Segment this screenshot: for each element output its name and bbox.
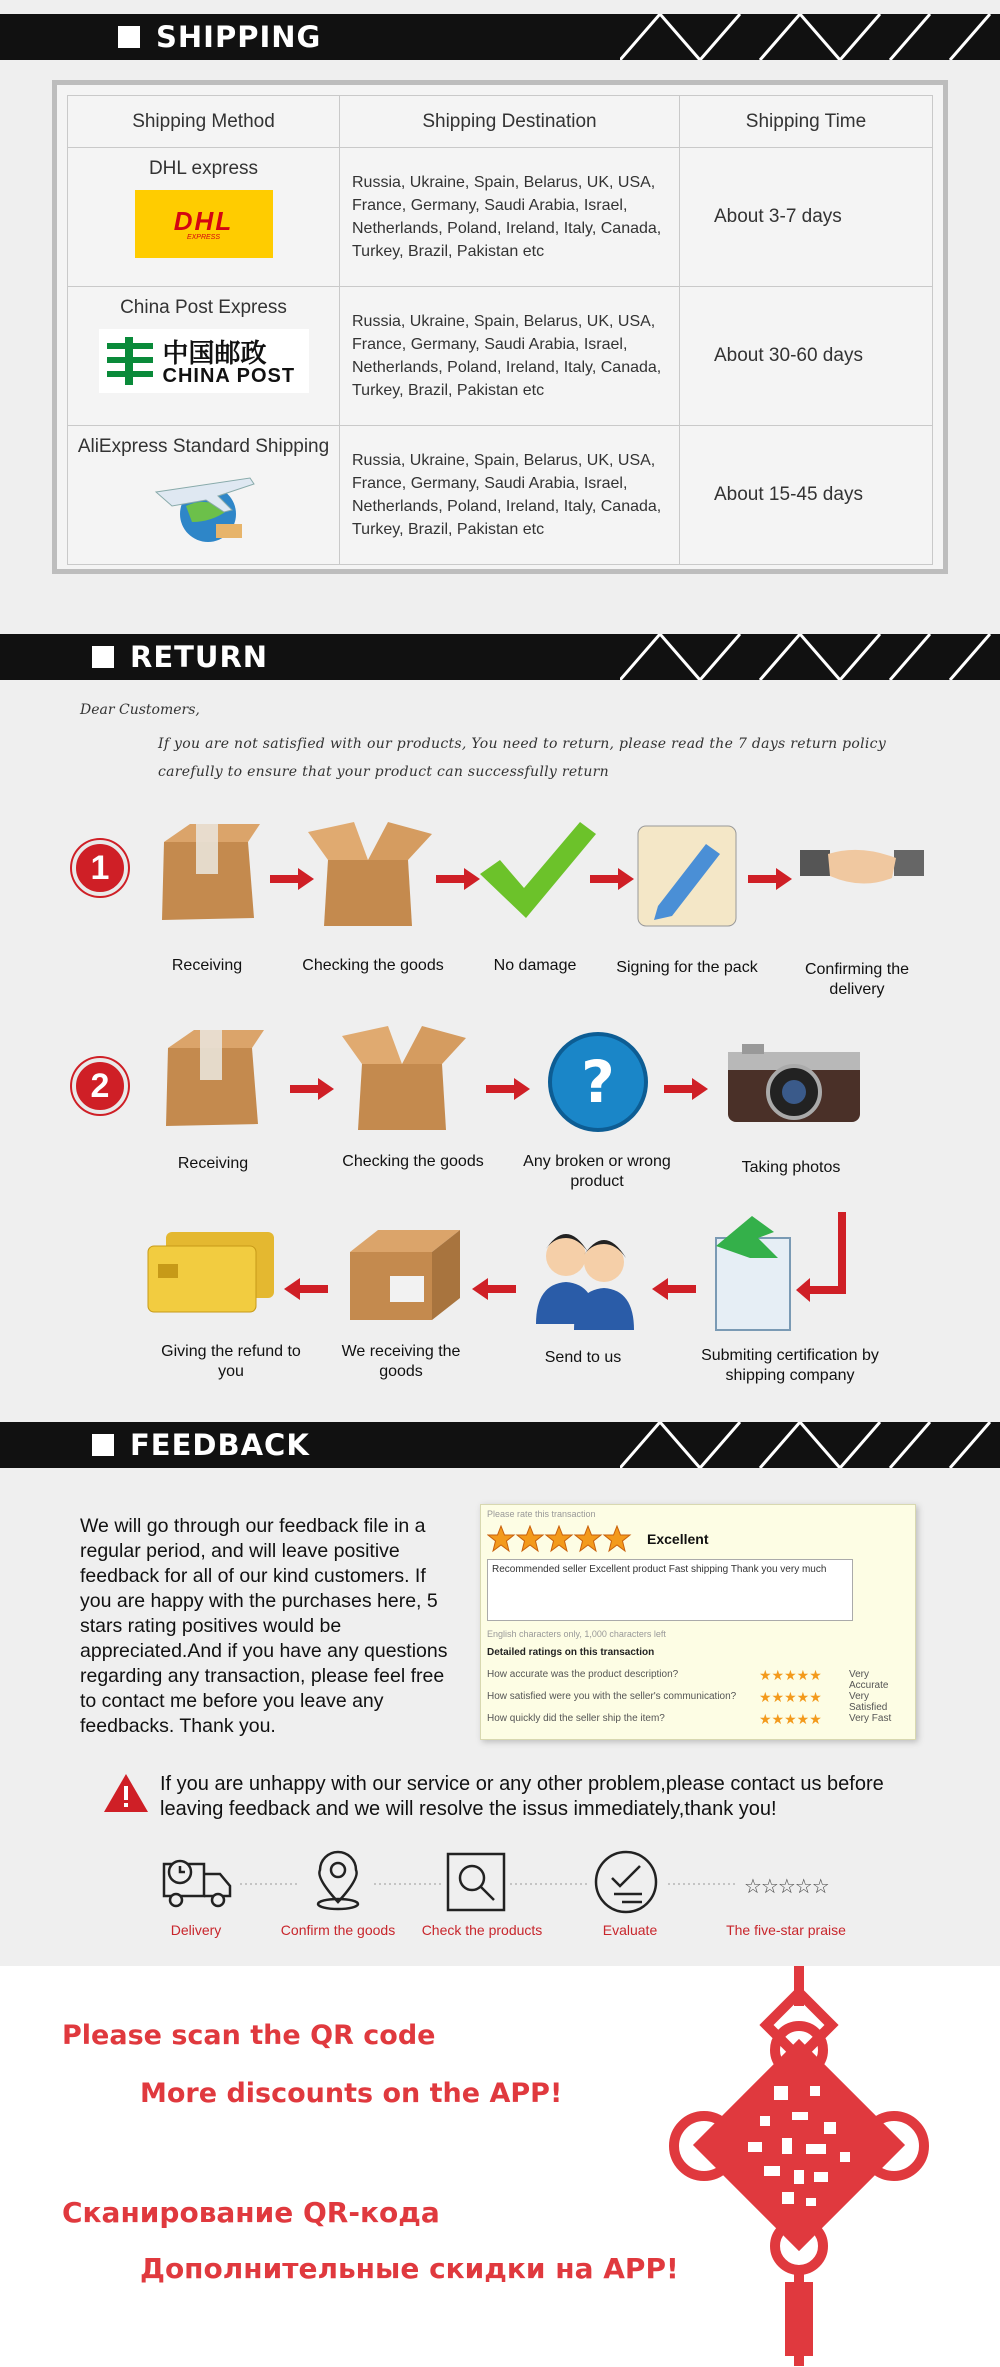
detail-row [487, 1669, 907, 1691]
process-step-label: Confirm the goods [280, 1922, 396, 1938]
arrow-left-icon [652, 1278, 696, 1300]
open-box-icon [342, 1022, 466, 1134]
package-icon [344, 1226, 464, 1322]
step-label: Submiting certification by shipping company [701, 1347, 879, 1384]
detail-answer: Very Satisfied [849, 1691, 888, 1713]
dhl-logo-text: DHL [173, 206, 234, 236]
step-number-1: 1 [72, 840, 128, 896]
step-label: Confirming the delivery [804, 961, 910, 998]
qr-line-2: More discounts on the APP! [140, 2078, 563, 2109]
detail-stars-icon: ★★★★★ [759, 1711, 822, 1727]
method-cell [68, 148, 340, 287]
warning-text: If you are unhappy with our service or any other problem,please contact us before leaving feedback and we will resolve the issus immediately,thank you! [160, 1773, 884, 1820]
time-cell: About 30-60 days [680, 287, 933, 426]
step-label: Giving the refund to you [161, 1343, 301, 1380]
detail-row [487, 1713, 907, 1735]
handshake-icon [800, 840, 924, 900]
detail-answer: Very Fast [849, 1713, 892, 1724]
arrow-right-icon [486, 1078, 530, 1100]
table-row [68, 148, 933, 287]
header-stripes [620, 14, 1000, 60]
process-step-label: Evaluate [602, 1922, 658, 1938]
feedback-title: FEEDBACK [130, 1428, 310, 1462]
camera-icon [726, 1040, 862, 1124]
qr-line-4: Дополнительные скидки на APP! [140, 2252, 679, 2285]
arrow-left-icon [472, 1278, 516, 1300]
box-icon [160, 1024, 264, 1136]
delivery-truck-icon [160, 1852, 234, 1912]
return-header-band [0, 634, 1000, 680]
pencil-sign-icon [636, 824, 738, 928]
china-post-logo-text: 中国邮政 [162, 339, 267, 369]
shipping-table-frame [52, 80, 948, 574]
step-label: No damage [493, 957, 577, 974]
step-number-2: 2 [72, 1058, 128, 1114]
star-rating-icon[interactable] [487, 1525, 633, 1553]
detail-stars-icon: ★★★★★ [759, 1667, 822, 1683]
detail-question: How quickly did the seller ship the item? [487, 1713, 665, 1724]
warning-icon [102, 1772, 150, 1814]
china-post-emblem-icon [103, 335, 157, 387]
header-square-icon [92, 646, 114, 668]
box-icon [156, 818, 260, 930]
header-time: Shipping Time [680, 96, 933, 148]
process-dotted-lines [240, 1882, 900, 1886]
return-message: If you are not satisfied with our products, You need to return, please read the 7 days return policy carefully to ensure that your product can successfully return [158, 736, 887, 780]
rate-prompt: Please rate this transaction [487, 1509, 596, 1519]
shipping-title: SHIPPING [156, 20, 322, 54]
step-label: Send to us [544, 1349, 622, 1366]
destination-cell: Russia, Ukraine, Spain, Belarus, UK, USA, France, Germany, Saudi Arabia, Israel, Netherlands, Poland, Ireland, Italy, Canada, Turkey, Brazil, Pakistan etc [340, 287, 680, 426]
credit-card-icon [146, 1230, 276, 1314]
step-label: Any broken or wrong product [523, 1153, 671, 1190]
method-cell [68, 287, 340, 426]
method-name: DHL express [148, 158, 259, 179]
detail-stars-icon: ★★★★★ [759, 1689, 822, 1705]
chinese-knot-qr-code[interactable] [664, 1966, 934, 2366]
time-cell: About 3-7 days [680, 148, 933, 287]
arrow-right-icon [664, 1078, 708, 1100]
five-star-icon: ☆☆☆☆☆ [744, 1876, 829, 1898]
comment-textarea[interactable]: Recommended seller Excellent product Fast shipping Thank you very much [487, 1559, 853, 1621]
table-header-row [68, 96, 933, 148]
destination-cell: Russia, Ukraine, Spain, Belarus, UK, USA, France, Germany, Saudi Arabia, Israel, Netherlands, Poland, Ireland, Italy, Canada, Turkey, Brazil, Pakistan etc [340, 148, 680, 287]
china-post-logo [99, 329, 309, 393]
detail-answer: Very Accurate [849, 1669, 889, 1691]
step-label: Signing for the pack [616, 959, 758, 976]
return-greeting: Dear Customers, [80, 702, 200, 718]
arrow-right-icon [436, 868, 480, 890]
return-title: RETURN [130, 640, 269, 674]
process-step-label: The five-star praise [726, 1922, 846, 1938]
method-cell [68, 426, 340, 565]
process-step-label: Check the products [421, 1922, 543, 1938]
header-stripes [620, 1422, 1000, 1468]
location-pin-icon [306, 1848, 370, 1912]
step-label: Receiving [171, 957, 243, 974]
detail-ratings [487, 1669, 907, 1735]
step-label: Taking photos [741, 1159, 841, 1176]
question-mark-icon [546, 1030, 650, 1134]
open-box-icon [308, 818, 432, 930]
qr-line-3: Сканирование QR-кода [62, 2196, 440, 2229]
method-name: China Post Express [120, 297, 287, 318]
destination-cell: Russia, Ukraine, Spain, Belarus, UK, USA, France, Germany, Saudi Arabia, Israel, Netherlands, Poland, Ireland, Italy, Canada, Turkey, Brazil, Pakistan etc [340, 426, 680, 565]
china-post-logo-sub: CHINA POST [162, 365, 296, 387]
svg-text:?: ? [581, 1048, 615, 1116]
feedback-rating-panel [480, 1504, 916, 1740]
shipping-header-band [0, 14, 1000, 60]
table-row [68, 426, 933, 565]
time-cell: About 15-45 days [680, 426, 933, 565]
step-label: Checking the goods [302, 957, 444, 974]
step-label: Receiving [177, 1155, 249, 1172]
header-destination: Shipping Destination [340, 96, 680, 148]
qr-line-1: Please scan the QR code [62, 2020, 436, 2051]
certification-document-icon [712, 1212, 854, 1332]
arrow-right-icon [590, 868, 634, 890]
detail-question: How accurate was the product description? [487, 1669, 679, 1680]
table-row [68, 287, 933, 426]
feedback-header-band [0, 1422, 1000, 1468]
feedback-text: We will go through our feedback file in a regular period, and will leave positive feedback for all of our kind customers. If you are happy with the purchases here, 5 stars rating positives would be appreciated.And if you have any questions regarding any transaction, please feel free to contact me before you leave any feedbacks. Thank you. [80, 1515, 448, 1737]
arrow-right-icon [290, 1078, 334, 1100]
header-stripes [620, 634, 1000, 680]
header-square-icon [92, 1434, 114, 1456]
airplane-globe-icon [146, 462, 262, 548]
arrow-right-icon [748, 868, 792, 890]
dhl-logo [135, 190, 273, 258]
header-method: Shipping Method [68, 96, 340, 148]
customer-service-icon [530, 1222, 640, 1332]
check-mark-icon [480, 822, 596, 922]
rating-label: Excellent [647, 1531, 709, 1547]
arrow-left-icon [284, 1278, 328, 1300]
shipping-table [67, 95, 933, 565]
detail-row [487, 1691, 907, 1713]
char-note: English characters only, 1,000 characters left [487, 1629, 666, 1639]
detail-question: How satisfied were you with the seller's communication? [487, 1691, 737, 1702]
dhl-logo-sub: EXPRESS [186, 234, 221, 241]
step-label: We receiving the goods [341, 1343, 461, 1380]
process-step-label: Delivery [170, 1922, 222, 1938]
step-label: Checking the goods [342, 1153, 484, 1170]
detail-title: Detailed ratings on this transaction [487, 1647, 655, 1658]
method-name: AliExpress Standard Shipping [77, 436, 330, 457]
header-square-icon [118, 26, 140, 48]
